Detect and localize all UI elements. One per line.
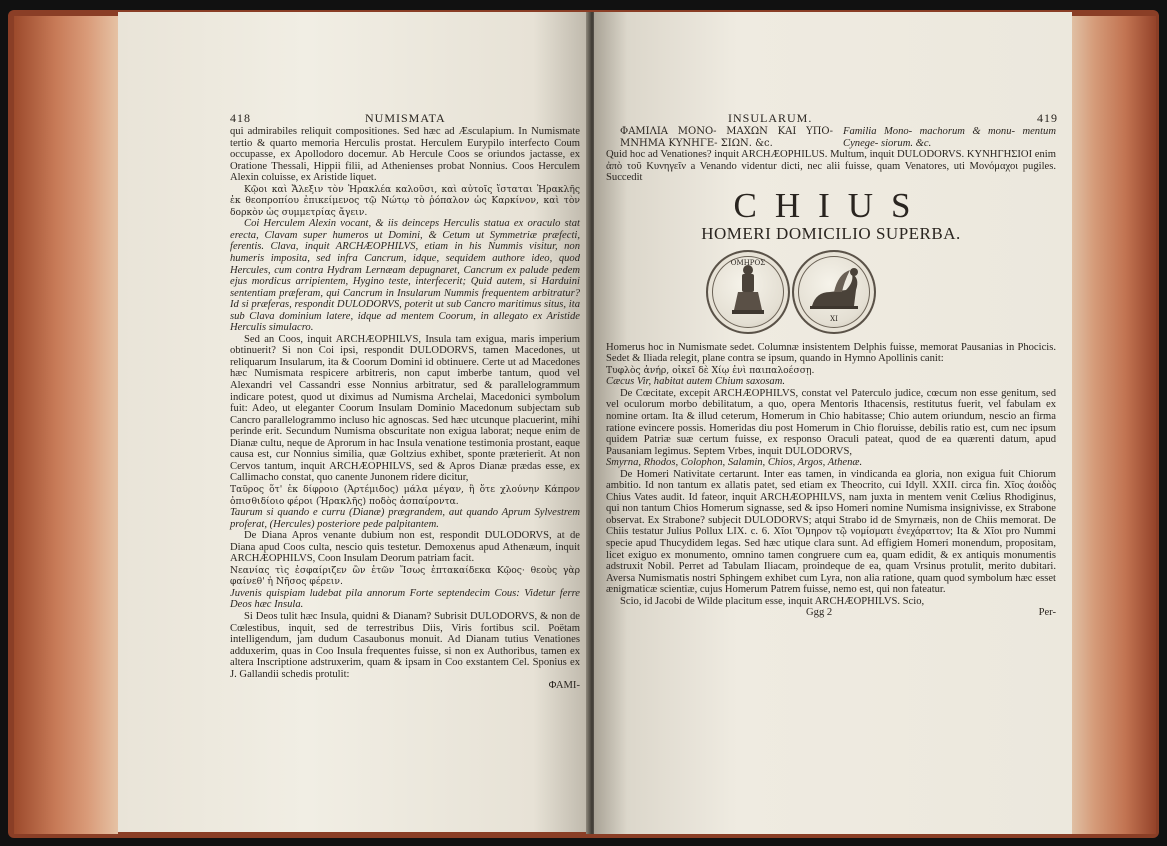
right-page-edges (1068, 16, 1156, 834)
inscription-latin: Familia Mono- machorum & monu- mentum Cynege- siorum. &c. (843, 126, 1056, 149)
right-page (594, 12, 1072, 834)
greek-verse: Ταῦρος ὅτ' ἐκ δίφροιο (Ἀρτέμιδος) μάλα μέγαν, ἢ ὅτε χλούνην Κάπρον ὀπισθιδίοιο φέροι (Ἡρακλῆς) ποδὸς ἀσπαίροντα. (230, 483, 580, 507)
inscription-greek: ΦΑΜΙΛΙΑ ΜΟΝΟ- ΜΑΧΩΝ ΚΑΙ ΥΠΟ- ΜΝΗΜΑ ΚΥΝΗΓΕ- ΣΙΩΝ. &c. (620, 126, 833, 149)
paragraph: De Homeri Nativitate certarunt. Inter eas tamen, in vindicanda ea gloria, non exigua fuit Chiorum ambitio. Id non tantum ex allatis patet, sed etiam ex Theocrito, cui Idyll. XXII. circa fin. Χῖος ἀοιδὸς Chius Vates audit. Id fateor, inquit ARCHÆOPHILVS, nam juxta in mentem venit Cœlius Rhodiginus, qui non tantum Chios Homerum signasse, sed & ipso Homeri nomine Numisma insignivisse, ex Strabone observat. Ex Strabone? subjecit DULODORVS; atqui Strabo id de Smyrnæis, non de Chiis memorat. De Chiis testatur Julius Pollux LIX. c. 6. Χῖοι Ὅμηρον τῷ νομίσματι ἐνεχάραττον; Ita & Χῖοι pro Nummi specie apud Thucydidem legas. Sed hæc utique clara sunt. Ad effigiem Homeri monendum, propositam, licet exiguo ex monumento, omnino tamen congruere cum ea, quam edidit, & ex antiquis monumentis adstruxit Nobil. Perret ad Tabulam Iliacam, proindeque de ea, quam Vrsinus protulit, merito dubitari. Aversa Numismatis nostri Sphingem exhibet cum Lyra, non alia ratione, quam quod symbolum hæc esset ænigmaticæ scientiæ, cujus Homerum Patrem fuisse, nemo est, qui non fateatur. (606, 468, 1056, 596)
paragraph: Scio, id Jacobi de Wilde placitum esse, inquit ARCHÆOPHILVS. Scio, (620, 595, 925, 607)
signature-mark: Ggg 2 (806, 607, 833, 619)
coin-obverse-homer (706, 250, 790, 334)
paragraph: Quid hoc ad Venationes? inquit ARCHÆOPHILUS. Multum, inquit DULODORVS. ΚΥΝΗΓΗΣΙΟΙ enim ἀπὸ τοῦ Κυνηγεῖν a Venando videntur dicti, nec alii fuisse, quam Venatores, uti Μονόμαχοι pugiles. Succedit (606, 149, 1056, 184)
latin-translation: Coi Herculem Alexin vocant, & iis deinceps Herculis statua ex oraculo stat erecta, Clavam super humeros ut Domini, & Cetum ut Symmetriæ præfecti, ferentis. Clava, inquit ARCHÆOPHILVS, etiam in his Nummis visitur, non humeris imposita, sed infra Cancrum, idque, sequidem authore ideo, quod Hercules, cum contra Hydram Lernæam depugnaret, Cancrum ex palude pedem ejus mordicus arripientem, Hygino teste, interfecerit; Quid autem, si Harduini sententiam præferam, qui Cancrum in Insularum Nummis frequentem arbitratur? Id si præferas, respondit DULODORVS, poterit ut sub Cancro maritimus situs, ita sub Clava dominium latere, idque ad mentem Coorum, in allegato ex Aristide Herculis simulacro. (230, 218, 580, 334)
paragraph: Sed an Coos, inquit ARCHÆOPHILVS, Insula tam exigua, maris imperium obtinuerit? Si non Coi ipsi, respondit DULODORVS, tamen Macedones, ut reliquarum Insularum, ita & Coorum Domini id obtinuere. Certe ut ad Macedones hæc Numismata respicere arbitreris, non caput imberbe tantum, quod vel Alexandri vel Cassandri esse Nonnius arbitratur, sed & parallelogrammum indicare potest, quod ut diximus ad Numisma Archelai, Macedonici symbolum fuit: Adeo, ut eleganter Coorum Insulam Dominio Macedonum subjectam sub Cancro parallelogrammo incluso hic agnoscas. Sed hæc utcunque placuerint, mihi perinde erit. Secundum Numisma obscuritate non exigua laborat; neque enim de Dianæ cultu, neque de Aprorum in hac Insula venatione testimonia prostant, eaque causa est, cur Nonnius similia, quæ Goltzius exhibet, sponte præterierit. At non Cervos tantum, inquit ARCHÆOPHILVS, sed & Apros Dianæ prædas esse, ex Callimacho constat, quo canente Junonem ridere dicitur, (230, 333, 580, 484)
section-subheading: HOMERI DOMICILIO SUPERBA. (701, 223, 961, 243)
inscription (606, 126, 1056, 149)
latin-verse: Smyrna, Rhodos, Colophon, Salamin, Chios, Argos, Athenæ. (606, 457, 863, 469)
right-running-head: INSULARUM. (728, 111, 813, 125)
right-running-header (728, 111, 1058, 126)
page-footer (606, 607, 1056, 619)
catchword: Per- (1038, 607, 1056, 619)
left-page (118, 12, 590, 832)
coin-illustration (606, 250, 1056, 338)
paragraph: Homerus hoc in Numismate sedet. Columnæ insistentem Delphis fuisse, memorat Pausanias in Phocicis. Sedet & Iliada relegit, plane contra se ipsum, quando in Hymno Apollinis canit: (606, 341, 1056, 365)
coin-obverse-legend: ΟΜΗΡΟΣ (730, 258, 766, 267)
left-running-header (230, 111, 555, 126)
left-page-edges (14, 16, 118, 834)
left-page-number: 418 (230, 111, 251, 125)
greek-verse: Νεανίας τὶς ἐσφαίριζεν ὢν ἐτῶν Ἴσως ἑπτακαίδεκα Κῷος· θεοὺς γὰρ φαίνεθ' ἡ Νῆσος φέρειν. (230, 564, 580, 588)
paragraph: De Diana Apros venante dubium non est, respondit DULODORVS, at de Diana apud Coos culta, nescio quis testetur. Demoxenus apud Athenæum, inquit ARCHÆOPHILVS, Coon Insulam Deorum patriam facit. (230, 530, 580, 565)
section-heading: CHIUS (733, 185, 929, 225)
right-page-number: 419 (1037, 111, 1058, 125)
paragraph: Si Deos tulit hæc Insula, quidni & Dianam? Subrisit DULODORVS, & non de Cœlestibus, inquit, sed de terrestribus Diis, Viris fortibus scil. Poëtam intelligendum, jam dudum Casaubonus monuit. Ad Dianam tutius Venationes adduxerim, quas in Coo Insula frequentes fuisse, si non ex Authoribus, tamen ex altera Inscriptione adstruxerim, quam & ipsam in Coo exstantem Cel. Sponius ex J. Gallandii schedis protulit: (230, 610, 580, 680)
coin-reverse-legend: ΧΙ (830, 315, 838, 324)
paragraph: qui admirabiles reliquit compositiones. Sed hæc ad Æsculapium. In Numismate tertio & quarto memoria Herculis prostat. Herculem Eurypilo interfecto Coum occupasse, ex Apollodoro docemur. Ab Hercule Coos se oriundos jactasse, ex Oratione Thessali, Hippii filii, ad Athenienses probat Nonnius. Coos Herculem Alexin coluisse, ex Aristide liquet. (230, 126, 580, 184)
greek-quotation: Κῷοι καὶ Ἄλεξιν τὸν Ἡρακλέα καλοῦσι, καὶ αὐτοῖς ἵσταται Ἡρακλῆς ἐκ θεοπροπίου ἐπικείμενος τῷ Νώτῳ τὸ ῥόπαλον ὡς Καρκίνον, καὶ τὸν δορκὸν ὡς συμμετρίας ἄγειν. (230, 183, 580, 218)
catchword: ΦΑΜΙ- (548, 680, 580, 692)
coin-reverse-sphinx (792, 250, 876, 334)
right-page-body (606, 126, 1056, 619)
left-running-head: NUMISMATA (365, 111, 446, 125)
greek-verse: Τυφλὸς ἀνήρ, οἰκεῖ δὲ Χίῳ ἐνὶ παιπαλοέσσῃ. (606, 364, 815, 376)
latin-verse: Juvenis quispiam ludebat pila annorum Forte septendecim Cous: Videtur ferre Deos hæc Insula. (230, 587, 580, 611)
latin-verse: Taurum si quando e curru (Dianæ) prægrandem, aut quando Aprum Sylvestrem proferat, (Hercules) posteriore pede palpitantem. (230, 507, 580, 530)
left-page-body (230, 126, 580, 692)
latin-verse: Cæcus Vir, habitat autem Chium saxosam. (606, 376, 786, 388)
paragraph: De Cœcitate, excepit ARCHÆOPHILVS, constat vel Paterculo judice, cœcum non esse genitum, sed vel oculorum morbo debilitatum, a quo, opera Mentoris Ithacensis, restitutus fuerit, vel fabulam ex nomine ortam. Ita & illud ceterum, Homerum in Chio habitasse; Chio autem oriundum, nescio an firma ratione evincere possis. Homeridas diu post Homerum in Chio floruisse, debilis ratio est, cum nec ipsum quidem Patriæ suæ certum fuisse, ex responso Oraculi pateat, quod de ea quærenti datum, apud Pausaniam legimus. Septem Vrbes, inquit DULODORVS, (606, 387, 1056, 457)
